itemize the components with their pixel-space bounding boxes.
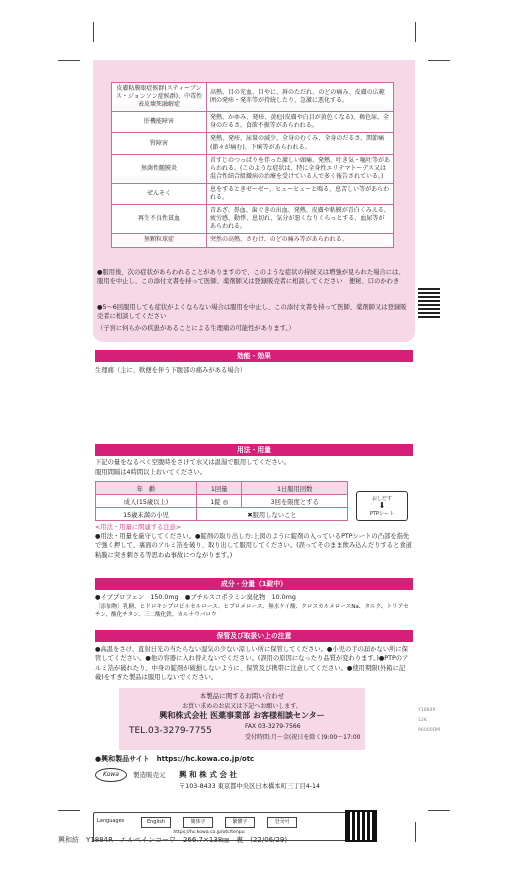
manufacturer-address: 〒103-8433 東京都中央区日本橋本町三丁目4-14 [179, 783, 321, 790]
warning-note-3: （子宮に何らかの疾患があることによる生理痛の可能性があります。） [97, 325, 295, 332]
symptom-name: 無顆粒球症 [112, 234, 207, 247]
trim-mark [428, 60, 450, 61]
symptom-desc: 発熱、かゆみ、発疹、黄疸(皮膚や白目が黄色くなる)、褐色尿、全身のだるさ、食欲不振等があらわれる。 [207, 112, 394, 133]
side-code-2: 12K [418, 718, 427, 723]
table-row [112, 205, 394, 234]
ptp-push-label: おしだす [371, 496, 392, 502]
ptp-diagram [356, 491, 408, 521]
header-frequency: 1日服用回数 [242, 482, 348, 495]
print-footer: 興和紡 Y1884R エルペインコーワ 266.7×138㎜ 裏 (22/06/29) [58, 836, 288, 844]
table-row [112, 133, 394, 154]
contact-fax: FAX 03-3279-7566 [245, 723, 301, 730]
table-row [112, 154, 394, 183]
qr-code[interactable] [345, 810, 377, 842]
arrow-down-icon: ⬇ [378, 501, 386, 510]
symptom-name: 無菌性髄膜炎 [112, 154, 207, 183]
warning-note-1: ●服用後、次の症状があらわれることがありますので、このような症状の持続又は増強が見られた場合には、服用を中止し、この添付文書を持って医師、薬剤師又は登録販売者に相談してください 便秘、口のかわき [97, 269, 405, 286]
side-code-3: 96000DM [418, 728, 441, 733]
warnings-section [93, 60, 415, 342]
symptom-name: 皮膚粘膜眼症候群(スティーブンス・ジョンソン症候群)、中毒性表皮壊死融解症 [112, 83, 207, 112]
contact-sub: お買い求めのお店又は下記へお願いします。 [182, 703, 302, 710]
ingredients-heading: 成分・分量（1錠中） [95, 578, 413, 590]
symptom-name: ぜんそく [112, 183, 207, 204]
age-child: 15歳未満の小児 [96, 508, 197, 521]
symptom-desc: 首すじのつっぱりを伴った激しい頭痛、発熱、吐き気・嘔吐等があらわれる。(このような症状は、特に全身性エリテマトーデス又は混合性結合組織病の治療を受けている人で多く報告されている。) [207, 154, 394, 183]
symptom-desc: 突然の高熱、さむけ、のどの痛み等があらわれる。 [207, 234, 394, 247]
dose-adult-value: 1錠 [210, 498, 221, 506]
contact-hours: 受付時間:月～金(祝日を除く)9:00～17:00 [245, 734, 361, 741]
table-row [96, 495, 348, 508]
table-row [112, 112, 394, 133]
tablet-icon: ◎ [222, 498, 229, 506]
efficacy-text: 生理痛（主に、軟便を伴う下腹部の痛みがある場合） [95, 367, 247, 374]
language-simplified-chinese-button[interactable]: 簡体字 [183, 817, 213, 828]
dosage-related-text: ●用法・用量を厳守してください。●錠剤の取り出し方:上図のように錠剤の入っているPTPシートの凸部を指先で強く押して、裏面のアルミ箔を破り、取り出して服用してください。(誤ってそのまま飲み込んだりすると食道粘膜に突き刺さる等思わぬ事故につながります。) [95, 533, 412, 559]
frequency-adult: 3回を限度とする [242, 495, 348, 508]
table-row [96, 508, 348, 521]
symptom-name: 腎障害 [112, 133, 207, 154]
kowa-logo: Kowa [95, 768, 127, 782]
trim-mark [415, 822, 416, 842]
manufacturer-label: 製造販売元 [133, 771, 166, 779]
dose-adult [197, 495, 242, 508]
ingredients-additives: 〔添加物〕乳糖、ヒドロキシプロピルセルロース、ヒプロメロース、無水ケイ酸、クロスカルメロースNa、タルク、トリアセチン、酸化チタン、三二酸化鉄、カルナウバロウ [95, 604, 409, 619]
efficacy-heading: 効能・効果 [95, 350, 413, 362]
trim-mark [58, 810, 80, 811]
contact-tel: TEL.03-3279-7755 [129, 726, 212, 736]
symptom-desc: 青あざ、鼻血、歯ぐきの出血、発熱、皮膚や粘膜が青白くみえる、疲労感、動悸、息切れ、気分が悪くなりくらっとする、血尿等があらわれる。 [207, 205, 394, 234]
product-site-link[interactable]: ●興和製品サイト https://hc.kowa.co.jp/otc [95, 755, 255, 763]
dosage-table [95, 481, 348, 521]
symptom-name: 肝機能障害 [112, 112, 207, 133]
dosage-text-2: 服用間隔は4時間以上おいてください。 [95, 469, 207, 476]
table-row [112, 183, 394, 204]
language-english-button[interactable]: English [141, 817, 171, 828]
dosage-heading: 用法・用量 [95, 444, 413, 456]
dosage-text-1: 下記の量をなるべく空腹時をさけて水又は温湯で服用してください。 [95, 459, 291, 466]
side-code-1: Y1884R [418, 708, 436, 713]
trim-mark [428, 810, 450, 811]
table-row [96, 482, 348, 495]
dosage-related-heading: <用法・用量に関連する注意> [95, 524, 182, 531]
symptom-desc: 発熱、発疹、尿量の減少、全身のむくみ、全身のだるさ、関節痛(節々が痛む)、下痢等があらわれる。 [207, 133, 394, 154]
header-dose: 1回量 [197, 482, 242, 495]
warning-note-2: ●5～6回服用しても症状がよくならない場合は服用を中止し、この添付文書を持って医師、薬剤師又は登録販売者に相談してください [97, 304, 407, 321]
ingredients-main: ●イブプロフェン 150.0mg ●ブチルスコポラミン臭化物 10.0mg [95, 594, 296, 601]
table-row [112, 234, 394, 247]
language-traditional-chinese-button[interactable]: 繁體字 [225, 817, 255, 828]
storage-text: ●高温をさけ、直射日光の当たらない湿気の少ない涼しい所に保管してください。●小児の手の届かない所に保管してください。●他の容器に入れ替えないでください。(誤用の原因になったり品質が変わります。)●PTPのアルミ箔が破れたり、中身の錠剤が破損しないように、保管及び携帯に注意してください。●使用期限(外箱に記載)をすぎた製品は服用しないでください。 [95, 646, 409, 682]
symptom-desc: 高熱、目の充血、目やに、唇のただれ、のどの痛み、皮膚の広範囲の発疹・発赤等が持続したり、急激に悪化する。 [207, 83, 394, 112]
age-adult: 成人(15歳以上) [96, 495, 197, 508]
registration-bars [418, 288, 440, 320]
manufacturer-name: 興 和 株 式 会 社 [179, 770, 238, 779]
symptom-name: 再生不良性貧血 [112, 205, 207, 234]
leaflet-panel [93, 60, 415, 860]
header-age: 年 齢 [96, 482, 197, 495]
ptp-sheet-label: PTPシート [369, 511, 395, 517]
trim-mark [415, 22, 416, 42]
contact-company: 興和株式会社 医薬事業部 お客様相談センター [159, 711, 325, 720]
table-row [112, 83, 394, 112]
contact-box [119, 688, 365, 750]
side-effects-table [111, 82, 394, 248]
languages-label: Languages [97, 818, 125, 824]
trim-mark [58, 60, 80, 61]
language-korean-button[interactable]: 한국어 [267, 817, 297, 828]
trim-mark [93, 22, 94, 42]
storage-heading: 保管及び取扱い上の注意 [95, 630, 413, 642]
languages-url[interactable]: https://hc.kowa.co.jp/otc/tenpu [173, 830, 245, 835]
symptom-desc: 息をするときゼーゼー、ヒューヒューと鳴る、息苦しい等があらわれる。 [207, 183, 394, 204]
contact-title: 本製品に関するお問い合わせ [199, 692, 285, 700]
child-instruction: ✖服用しないこと [197, 508, 348, 521]
